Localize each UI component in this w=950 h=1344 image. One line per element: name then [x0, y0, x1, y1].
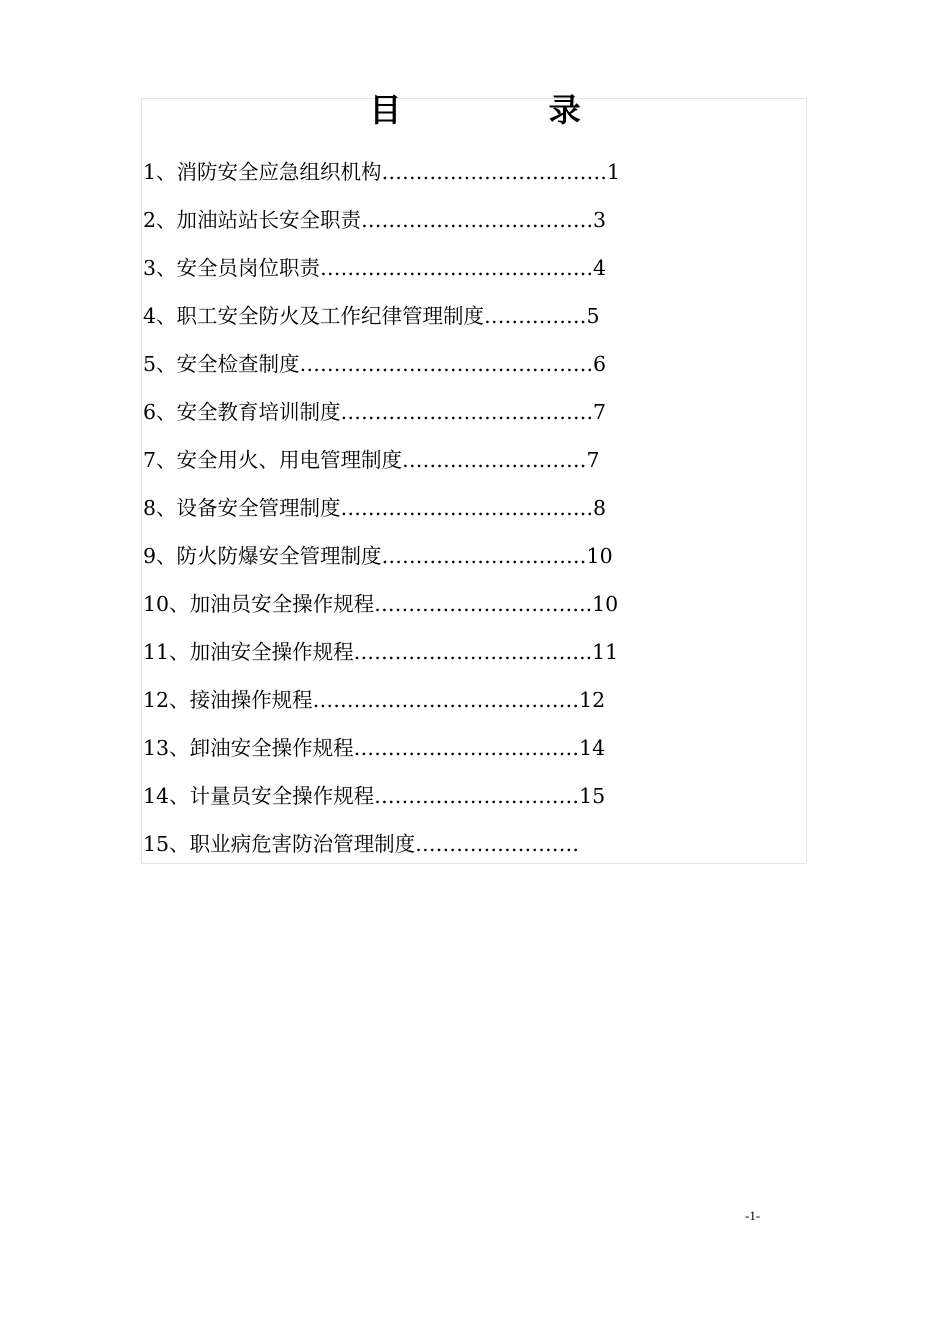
toc-list	[143, 148, 620, 868]
toc-item[interactable]: 5、安全检查制度…………………………………….6	[143, 352, 607, 376]
toc-item[interactable]: 7、安全用火、用电管理制度………………………7	[143, 448, 600, 472]
toc-item[interactable]: 1、消防安全应急组织机构……………………………1	[143, 160, 621, 184]
page-number: -1-	[745, 1208, 761, 1223]
toc-item[interactable]: 4、职工安全防火及工作纪律管理制度……………5	[143, 304, 600, 328]
toc-item[interactable]: 3、安全员岗位职责………………………………….4	[143, 256, 607, 280]
toc-item[interactable]: 13、卸油安全操作规程……………………………14	[143, 736, 606, 760]
toc-item[interactable]: 9、防火防爆安全管理制度…………………………10	[143, 544, 613, 568]
toc-item[interactable]: 6、安全教育培训制度……………………………….7	[143, 400, 607, 424]
toc-item[interactable]: 11、加油安全操作规程……………………………..11	[143, 640, 619, 664]
toc-item[interactable]: 14、计量员安全操作规程…………………………15	[143, 784, 606, 808]
toc-item[interactable]: 15、职业病危害防治管理制度……………………	[143, 832, 580, 856]
toc-item[interactable]: 2、加油站站长安全职责…………………………….3	[143, 208, 607, 232]
toc-item[interactable]: 10、加油员安全操作规程…………………………..10	[143, 592, 619, 616]
toc-title: 目 录	[369, 91, 649, 129]
toc-item[interactable]: 8、设备安全管理制度……………………………….8	[143, 496, 607, 520]
toc-item[interactable]: 12、接油操作规程…………………………………12	[143, 688, 606, 712]
